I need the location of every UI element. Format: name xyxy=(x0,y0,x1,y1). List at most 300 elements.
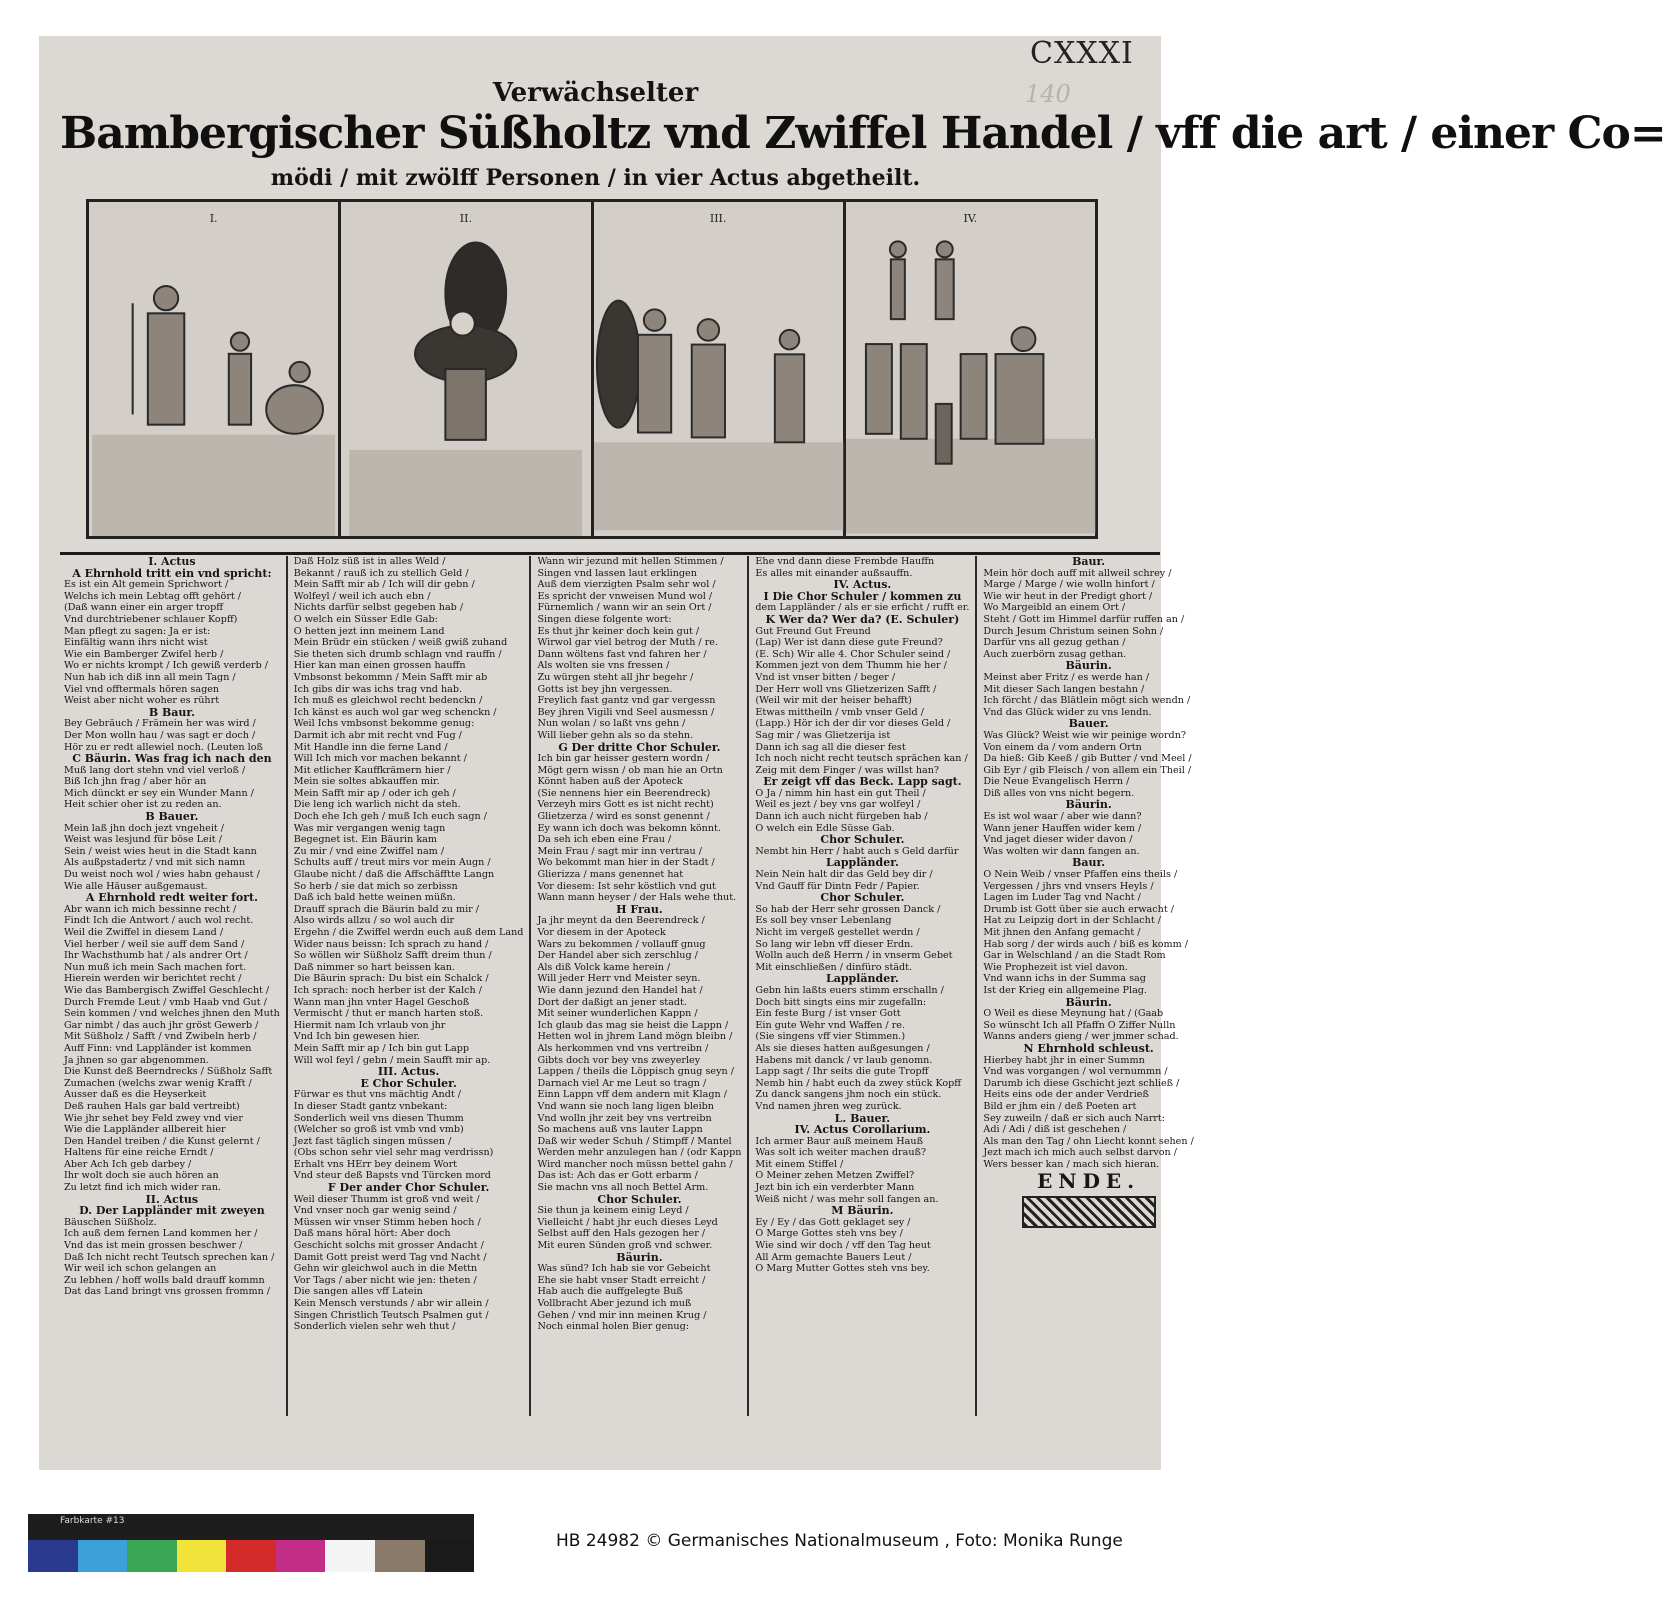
verse-line: L. Bauer. xyxy=(834,1111,891,1125)
verse-line: Singen Christlich Teutsch Psalmen gut / xyxy=(293,1309,489,1321)
verse-line: Als sie dieses hatten außgesungen / xyxy=(755,1042,930,1054)
verse-line: Etwas mittheiln / vmb vnser Geld / xyxy=(755,706,924,718)
verse-line: Zu würgen steht all jhr begehr / xyxy=(537,671,694,683)
verse-line: O welch ein Süsser Edle Gab: xyxy=(293,613,438,625)
verse-line: O Marg Mutter Gottes steh vns bey. xyxy=(755,1263,930,1275)
verse-line: Dort der daßigt an jener stadt. xyxy=(537,996,687,1008)
verse-line: Gehen / vnd mir inn meinen Krug / xyxy=(537,1309,707,1321)
verse-line: Gib Eyr / gib Fleisch / von allem ein Theil / xyxy=(983,764,1192,776)
verse-line: Lappländer. xyxy=(825,856,899,870)
verse-line: Mein Safft mir ap / Ich bin gut Lapp xyxy=(293,1042,470,1054)
verse-line: Sein kommen / vnd welches jhnen den Muth xyxy=(64,1008,280,1020)
text-column-3 xyxy=(531,556,749,1416)
verse-line: Vnd jaget dieser wider davon / xyxy=(983,834,1133,846)
verse-line: Nemb hin / habt euch da zwey stück Kopff xyxy=(755,1077,962,1089)
lapp-figure-illustration xyxy=(341,202,590,536)
verse-line: Vielleicht / habt jhr euch dieses Leyd xyxy=(537,1216,718,1228)
verse-line: Wie die Lappländer allbereit hier xyxy=(64,1124,226,1136)
verse-line: Damit Gott preist werd Tag vnd Nacht / xyxy=(293,1251,487,1263)
verse-line: Vnd wann ichs in der Summa sag xyxy=(983,973,1146,985)
verse-line: Habens mit danck / vr laub genomn. xyxy=(755,1054,933,1066)
verse-line: Ey wann ich doch was bekomn könnt. xyxy=(537,822,721,834)
verse-line: In dieser Stadt gantz vnbekant: xyxy=(293,1100,448,1112)
verse-line: Der Mon wolln hau / was sagt er doch / xyxy=(64,729,256,741)
verse-line: Sie machn vns all noch Bettel Arm. xyxy=(537,1182,709,1194)
verse-line: Hat zu Leipzig dort in der Schlacht / xyxy=(983,915,1161,927)
verse-line: Daß ich bald hette weinen müßn. xyxy=(293,892,456,904)
verse-line: Da hieß: Gib Keeß / gib Butter / vnd Meel / xyxy=(983,753,1192,765)
title-line-3: mödi / mit zwölff Personen / in vier Actus abgetheilt. xyxy=(270,165,921,191)
verse-line: Biß Ich jhn frag / aber hör an xyxy=(64,776,207,788)
verse-line: Mich dünckt er sey ein Wunder Mann / xyxy=(64,787,254,799)
verse-line: Zu letzt find ich mich wider ran. xyxy=(64,1182,221,1194)
verse-line: Kein Mensch verstunds / abr wir allein / xyxy=(293,1298,489,1309)
verse-line: Er zeigt vff das Beck. Lapp sagt. xyxy=(763,775,962,789)
verse-line: Die Neue Evangelisch Herrn / xyxy=(983,776,1130,788)
verse-line: Drauff sprach die Bäurin bald zu mir / xyxy=(293,903,480,915)
plate-number: II. xyxy=(459,212,472,225)
verse-line: Es ist ein Alt gemein Sprichwort / xyxy=(64,579,229,591)
verse-line: Durch Jesum Christum seinen Sohn / xyxy=(983,625,1164,637)
verse-line: Hiermit nam Ich vrlaub von jhr xyxy=(293,1019,446,1031)
verse-line: (Sie nennens hier ein Beerendreck) xyxy=(537,787,711,799)
verse-line: Es alles mit einander außsauffn. xyxy=(755,567,913,579)
verse-line: Viel vnd offtermals hören sagen xyxy=(64,683,220,695)
verse-line: Dat das Land bringt vns grossen frommn / xyxy=(64,1286,271,1298)
verse-line: Nun wolan / so laßt vns gehn / xyxy=(537,718,686,730)
verse-line: Singen diese folgente wort: xyxy=(537,613,672,625)
verse-line: Als außpstadertz / vnd mit sich namn xyxy=(64,857,246,869)
chorister-illustration xyxy=(594,202,843,536)
verse-line: Hierein werden wir berichtet recht / xyxy=(64,973,242,985)
verse-line: Wider naus beissn: Ich sprach zu hand / xyxy=(293,938,489,950)
verse-line: Wo Margeibld an einem Ort / xyxy=(983,602,1126,614)
verse-line: Gar nimbt / das auch jhr gröst Gewerb / xyxy=(64,1019,259,1031)
verse-line: O welch ein Edle Süsse Gab. xyxy=(755,822,895,834)
verse-line: Lapp sagt / Ihr seits die gute Tropff xyxy=(755,1066,929,1078)
verse-line: Lappen / theils die Löppisch gnug seyn / xyxy=(537,1066,734,1078)
verse-line: Vor diesem in der Apoteck xyxy=(537,927,666,938)
verse-line: Glaube nicht / daß die Affschäfftte Langn xyxy=(293,869,495,881)
verse-line: Vnd durchtriebener schlauer Kopff) xyxy=(64,613,238,625)
color-patch xyxy=(177,1540,227,1572)
verse-line: Daß mans höral hört: Aber doch xyxy=(293,1228,451,1240)
verse-line: Singen vnd lassen laut erklingen xyxy=(537,567,697,579)
verse-line: Mein Frau / sagt mir inn vertrau / xyxy=(537,845,702,857)
verse-line: Es ist wol waar / aber wie dann? xyxy=(983,811,1142,823)
verse-line: Weil es jezt / bey vns gar wolfeyl / xyxy=(755,799,921,811)
verse-line: Als diß Volck kame herein / xyxy=(537,961,671,973)
verse-line: Vnd Ich bin gewesen hier. xyxy=(293,1031,420,1043)
verse-line: Heit schier oher ist zu reden an. xyxy=(64,799,222,811)
verse-line: Vnd das Glück wider zu vns lendn. xyxy=(983,706,1152,718)
verse-line: Du weist noch wol / wies habn gehaust / xyxy=(64,869,260,881)
verse-line: (Welcher so groß ist vmb vnd vmb) xyxy=(293,1124,464,1136)
verse-line: Wann man jhn vnter Hagel Geschoß xyxy=(293,996,470,1008)
verse-line: II. Actus xyxy=(145,1192,199,1206)
verse-line: Wo er nichts krompt / Ich gewiß verderb / xyxy=(64,660,269,672)
verse-line: I. Actus xyxy=(148,555,196,568)
verse-line: Ich armer Baur auß meinem Hauß xyxy=(755,1135,923,1147)
verse-line: Sonderlich weil vns diesen Thumm xyxy=(293,1112,464,1124)
verse-line: Ich känst es auch wol gar weg schenckn / xyxy=(293,706,497,718)
verse-line: Gehn wir gleichwol auch in die Mettn xyxy=(293,1263,478,1275)
verse-line: Was sünd? Ich hab sie vor Gebeicht xyxy=(537,1263,711,1275)
verse-line: Sonderlich vielen sehr weh thut / xyxy=(293,1321,456,1333)
verse-line: Ich glaub das mag sie heist die Lappn / xyxy=(537,1019,729,1031)
verse-line: Mein hör doch auff mit allweil schrey / xyxy=(983,567,1172,579)
verse-line: Wird mancher noch müssn bettel gahn / xyxy=(537,1158,733,1170)
verse-line: Darmit ich abr mit recht vnd Fug / xyxy=(293,729,462,741)
verse-line: Wann mann heyser / der Hals wehe thut. xyxy=(537,892,737,904)
text-columns xyxy=(58,555,1194,1416)
plate-number: I. xyxy=(209,212,218,225)
verse-line: Was solt ich weiter machen drauß? xyxy=(755,1147,927,1159)
verse-line: Drumb ist Gott über sie auch erwacht / xyxy=(983,903,1174,915)
verse-line: Gebn hin laßts euers stimm erschalln / xyxy=(755,984,944,996)
color-bar-label: Farbkarte #13 xyxy=(60,1516,125,1526)
verse-line: Sie thun ja keinem einig Leyd / xyxy=(537,1205,689,1217)
verse-line: Zumachen (welchs zwar wenig Krafft / xyxy=(64,1077,252,1089)
verse-line: Ein gute Wehr vnd Waffen / re. xyxy=(755,1019,906,1031)
verse-line: Vnd das ist mein grossen beschwer / xyxy=(64,1240,243,1252)
verse-line: Auch zuerbörn zusag gethan. xyxy=(983,648,1127,660)
text-column-4 xyxy=(749,556,977,1416)
verse-line: Mein laß jhn doch jezt vngeheit / xyxy=(64,822,225,834)
verse-line: Einfältig wann ihrs nicht wist xyxy=(64,637,208,649)
verse-line: (Weil wir mit der heiser behafft) xyxy=(755,695,912,707)
verse-line: Hör zu er redt allewiel noch. (Leuten loß xyxy=(64,741,263,753)
title-line-2: Bambergischer Süßholtz vnd Zwiffel Handel / vff die art / einer Co= xyxy=(60,108,1666,159)
verse-line: Die leng ich warlich nicht da steh. xyxy=(293,799,461,811)
verse-line: Was mir vergangen wenig tagn xyxy=(293,822,446,834)
verse-line: (E. Sch) Wir alle 4. Chor Schuler seind / xyxy=(755,648,951,660)
verse-line: Bekannt / rauß ich zu stellich Geld / xyxy=(293,567,469,579)
verse-line: Dann wöltens fast vnd fahren her / xyxy=(537,648,707,660)
verse-line: Sein / weist wies heut in die Stadt kann xyxy=(64,845,257,857)
verse-line: Vermischt / thut er manch harten stoß. xyxy=(293,1008,484,1020)
plate-4 xyxy=(846,202,1095,536)
verse-line: Man pflegt zu sagen: Ja er ist: xyxy=(64,625,211,637)
verse-line: Könnt haben auß der Apoteck xyxy=(537,776,683,788)
verse-line: Ehe sie habt vnser Stadt erreicht / xyxy=(537,1274,706,1286)
verse-line: Haltens für eine reiche Erndt / xyxy=(64,1147,214,1159)
verse-line: IV. Actus Corollarium. xyxy=(794,1123,931,1137)
verse-line: Vnd vnser noch gar wenig seind / xyxy=(293,1205,457,1217)
verse-line: All Arm gemachte Bauers Leut / xyxy=(755,1251,912,1263)
verse-line: Mein Safft mir ap / oder ich geh / xyxy=(293,787,456,799)
verse-line: So herb / sie dat mich so zerbissn xyxy=(293,880,458,892)
verse-line: Jezt fast täglich singen müssen / xyxy=(293,1135,452,1147)
verse-line: Zu lebhen / hoff wolls bald drauff kommn xyxy=(64,1274,265,1286)
verse-line: Freylich fast gantz vnd gar vergessn xyxy=(537,695,716,707)
header-rule xyxy=(60,552,1160,555)
verse-line: Darfür vns all gezug gethan / xyxy=(983,637,1126,649)
verse-line: Wers besser kan / mach sich hieran. xyxy=(983,1158,1160,1170)
verse-line: Chor Schuler. xyxy=(820,891,905,905)
verse-line: Heits eins ode der ander Verdrieß xyxy=(983,1089,1149,1101)
verse-line: Mit jhnen den Anfang gemacht / xyxy=(983,927,1141,938)
verse-line: Ich muß es gleichwol recht bedenckn / xyxy=(293,695,483,707)
woodcut-plates xyxy=(86,199,1098,539)
verse-line: Will jeder Herr vnd Meister seyn. xyxy=(537,973,701,985)
color-patch xyxy=(425,1540,475,1572)
verse-line: Daß nimmer so hart beissen kan. xyxy=(293,961,455,973)
verse-line: Schults auff / treut mirs vor mein Augn / xyxy=(293,857,491,869)
verse-line: Wie dann jezund den Handel hat / xyxy=(537,984,703,996)
verse-line: Ausser daß es die Heyserkeit xyxy=(64,1089,207,1101)
verse-line: Weil Ichs vmbsonst bekomme genug: xyxy=(293,718,475,730)
verse-line: Bey Gebräuch / Främein her was wird / xyxy=(64,718,256,730)
verse-line: Die Kunst deß Beerndrecks / Süßholz Safft xyxy=(64,1066,273,1078)
verse-line: Mit euren Sünden groß vnd schwer. xyxy=(537,1240,713,1252)
verse-line: Mit seiner wunderlichen Kappn / xyxy=(537,1008,698,1020)
verse-line: Der Herr woll vns Glietzerizen Safft / xyxy=(755,683,937,695)
verse-line: K Wer da? Wer da? (E. Schuler) xyxy=(765,612,960,626)
verse-line: Gut Freund Gut Freund xyxy=(755,625,871,637)
verse-line: Das ist: Ach das er Gott erbarm / xyxy=(537,1170,698,1182)
verse-line: Glietzerza / wird es sonst genennt / xyxy=(537,811,710,823)
verse-line: IV. Actus. xyxy=(833,578,892,592)
verse-line: Wo bekommt man hier in der Stadt / xyxy=(537,857,715,869)
verse-line: (Lap) Wer ist dann diese gute Freund? xyxy=(755,637,943,649)
color-patch xyxy=(375,1540,425,1572)
verse-line: Nun muß ich mein Sach machen fort. xyxy=(64,961,247,973)
verse-line: Ich auß dem fernen Land kommen her / xyxy=(64,1228,258,1240)
verse-line: Müssen wir vnser Stimm heben hoch / xyxy=(293,1216,481,1228)
color-patch xyxy=(28,1540,78,1572)
verse-line: I Die Chor Schuler / kommen zu xyxy=(763,589,962,603)
verse-line: Da seh ich eben eine Frau / xyxy=(537,834,672,846)
verse-line: So hab der Herr sehr grossen Danck / xyxy=(755,903,941,915)
text-column-1 xyxy=(58,556,288,1416)
verse-line: Bäurin. xyxy=(1065,995,1112,1009)
text-column-2 xyxy=(288,556,532,1416)
verse-line: Als herkommen vnd vns vertreibn / xyxy=(537,1042,709,1054)
verse-line: Hab sorg / der wirds auch / biß es komm / xyxy=(983,938,1189,950)
verse-line: Dann ich sag all die dieser fest xyxy=(755,741,906,753)
verse-line: Auff Finn: vnd Lappländer ist kommen xyxy=(64,1042,252,1054)
verse-line: Chor Schuler. xyxy=(820,833,905,847)
verse-line: Weist was lesjund für böse Leit / xyxy=(64,834,222,846)
verse-line: Doch ehe Ich geh / muß Ich euch sagn / xyxy=(293,811,487,823)
verse-line: ENDE. xyxy=(1037,1169,1141,1194)
verse-line: Wolfeyl / weil ich auch ebn / xyxy=(293,590,431,602)
verse-line: Vor Tags / aber nicht wie jen: theten / xyxy=(293,1274,477,1286)
verse-line: Verzeyh mirs Gott es ist nicht recht) xyxy=(537,799,714,811)
verse-line: Als man den Tag / ohn Liecht konnt sehen / xyxy=(983,1135,1194,1147)
verse-line: Vnd was vorgangen / wol vernummn / xyxy=(983,1066,1168,1078)
verse-line: Doch bitt singts eins mir zugefalln: xyxy=(755,996,927,1008)
verse-line: Baur. xyxy=(1072,856,1106,870)
verse-line: Mit Süßholz / Safft / vnd Zwibeln herb / xyxy=(64,1031,257,1043)
verse-line: Mit Handle inn die ferne Land / xyxy=(293,741,448,753)
verse-line: A Ehrnhold tritt ein vnd spricht: xyxy=(72,566,272,580)
color-patch xyxy=(127,1540,177,1572)
verse-line: Darnach viel Ar me Leut so tragn / xyxy=(537,1077,707,1089)
verse-line: Will wol feyl / gebn / mein Saufft mir ap. xyxy=(293,1054,491,1066)
verse-line: Aber Ach Ich geb darbey / xyxy=(64,1158,192,1170)
verse-line: Vnd Gauff für Dintn Fedr / Papier. xyxy=(755,880,920,892)
verse-line: Wie sind wir doch / vff den Tag heut xyxy=(755,1240,931,1252)
verse-line: Weil die Zwiffel in diesem Land / xyxy=(64,927,224,938)
verse-line: Wirwol gar viel betrog der Muth / re. xyxy=(537,637,719,649)
verse-line: Vnd namen jhren weg zurück. xyxy=(755,1100,902,1112)
text-column-5 xyxy=(977,556,1199,1416)
verse-line: C Bäurin. Was frag ich nach den xyxy=(72,752,272,766)
figures-illustration xyxy=(89,202,338,536)
verse-line: Mit einem Stiffel / xyxy=(755,1158,844,1170)
plate-number: IV. xyxy=(963,212,978,225)
title-line-1: Verwächselter xyxy=(492,78,699,108)
verse-line: Nein Nein halt dir das Geld bey dir / xyxy=(755,869,933,881)
verse-line: Wie wir heut in der Predigt ghort / xyxy=(983,590,1153,602)
verse-line: Der Handel aber sich zerschlug / xyxy=(537,950,698,962)
verse-line: Kommen jezt von dem Thumm hie her / xyxy=(755,660,947,672)
verse-line: Wann jener Hauffen wider kem / xyxy=(983,822,1142,834)
verse-line: Ich noch nicht recht teutsch sprächen kan / xyxy=(755,753,968,765)
verse-line: Was Glück? Weist wie wir peinige wordn? xyxy=(983,729,1187,741)
verse-line: Jezt mach ich mich auch selbst darvon / xyxy=(983,1147,1177,1159)
verse-line: Wie jhr sehet bey Feld zwey vnd vier xyxy=(64,1112,243,1124)
verse-line: Bauer. xyxy=(1068,717,1109,731)
verse-line: O Weil es diese Meynung hat / (Gaab xyxy=(983,1008,1164,1020)
verse-line: Will Ich mich vor machen bekannt / xyxy=(293,753,467,765)
verse-line: Nun hab ich diß inn all mein Tagn / xyxy=(64,671,236,683)
verse-line: Wie Prophezeit ist viel davon. xyxy=(983,961,1128,973)
shelfmark: CXXXI xyxy=(1030,36,1134,71)
verse-line: Vnd wolln jhr zeit bey vns vertreibn xyxy=(537,1112,712,1124)
verse-line: Begegnet ist. Ein Bäurin kam xyxy=(293,834,437,846)
verse-line: Es spricht der vnweisen Mund wol / xyxy=(537,590,713,602)
verse-line: Mit einschließen / dinfüro städt. xyxy=(755,961,913,973)
verse-line: Bäurin. xyxy=(1065,659,1112,673)
verse-line: Daß Holz süß ist in alles Weld / xyxy=(293,556,446,567)
group-scene-illustration xyxy=(846,202,1095,536)
verse-line: Steht / Gott im Himmel darfür ruffen an / xyxy=(983,613,1185,625)
verse-line: Lagen im Luder Tag vnd Nacht / xyxy=(983,892,1141,904)
verse-line: Marge / Marge / wie wolln hinfort / xyxy=(983,579,1155,591)
verse-line: Abr wann ich mich bessinne recht / xyxy=(64,903,237,915)
verse-line: Bey jhren Vigili vnd Seel ausmessn / xyxy=(537,706,715,718)
verse-line: Findt Ich die Antwort / auch wol recht. xyxy=(64,915,254,927)
verse-line: O Meiner zehen Metzen Zwiffel? xyxy=(755,1170,915,1182)
verse-line: Noch einmal holen Bier genug: xyxy=(537,1321,689,1333)
verse-line: Sag mir / was Glietzerija ist xyxy=(755,729,891,741)
verse-line: Darumb ich diese Gschicht jezt schließ / xyxy=(983,1077,1180,1089)
photo-credit: HB 24982 © Germanisches Nationalmuseum , Foto: Monika Runge xyxy=(556,1531,1123,1551)
verse-line: Hier kan man einen grossen hauffn xyxy=(293,660,466,672)
verse-line: Ja jhnen so gar abgenommen. xyxy=(64,1054,209,1066)
verse-line: Gar in Welschland / an die Stadt Rom xyxy=(983,950,1166,962)
verse-line: Glierizza / mans genennet hat xyxy=(537,869,684,881)
verse-line: Hetten wol in jhrem Land mögn bleibn / xyxy=(537,1031,733,1043)
color-patch xyxy=(78,1540,128,1572)
verse-line: O hetten jezt inn meinem Land xyxy=(293,625,445,637)
verse-line: (Daß wann einer ein arger tropff xyxy=(64,602,224,614)
verse-line: Chor Schuler. xyxy=(597,1192,682,1206)
verse-line: Viel herber / weil sie auff dem Sand / xyxy=(64,938,245,950)
verse-line: Lappländer. xyxy=(825,972,899,986)
verse-line: Adi / Adi / diß ist geschehen / xyxy=(983,1124,1127,1136)
verse-line: Gotts ist bey jhn vergessen. xyxy=(537,683,673,695)
verse-line: Auß dem vierzigten Psalm sehr wol / xyxy=(537,579,716,591)
verse-line: B Bauer. xyxy=(145,810,199,824)
verse-line: Muß lang dort stehn vnd viel verloß / xyxy=(64,764,246,776)
plate-number: III. xyxy=(709,212,727,225)
verse-line: Ich bin gar heisser gestern wordn / xyxy=(537,753,710,765)
verse-line: Ich gibs dir was ichs trag vnd hab. xyxy=(293,683,463,695)
verse-line: Ehe vnd dann diese Frembde Hauffn xyxy=(755,556,935,567)
verse-line: Es thut jhr keiner doch kein gut / xyxy=(537,625,700,637)
verse-line: Vmbsonst bekommn / Mein Safft mir ab xyxy=(293,671,488,683)
verse-line: So wünscht Ich all Pfaffn O Ziffer Nulln xyxy=(983,1019,1176,1031)
verse-line: Sie theten sich drumb schlagn vnd rauffn / xyxy=(293,648,502,660)
verse-line: Mein Brüdr ein stücken / weiß gwiß zuhand xyxy=(293,637,508,649)
verse-line: Wir weil ich schon gelangen an xyxy=(64,1263,217,1275)
verse-line: Will lieber gehn als so da stehn. xyxy=(537,729,694,741)
verse-line: Hierbey habt jhr in einer Summn xyxy=(983,1054,1145,1066)
verse-line: Es soll bey vnser Lebenlang xyxy=(755,915,892,927)
verse-line: Vor diesem: Ist sehr köstlich vnd gut xyxy=(537,880,716,892)
ornament-bar xyxy=(1022,1196,1156,1228)
color-patch xyxy=(226,1540,276,1572)
verse-line: Wars zu bekommen / vollauff gnug xyxy=(537,938,706,950)
verse-line: Wie das Bambergisch Zwiffel Geschlecht / xyxy=(64,984,270,996)
verse-line: O Ja / nimm hin hast ein gut Theil / xyxy=(755,787,926,799)
verse-line: III. Actus. xyxy=(377,1065,440,1079)
verse-line: Geschicht solchs mit grosser Andacht / xyxy=(293,1240,484,1252)
verse-line: O Marge Gottes steh vns bey / xyxy=(755,1228,903,1240)
verse-line: Zu danck sangens jhm noch ein stück. xyxy=(755,1089,942,1101)
verse-line: (Obs schon sehr viel sehr mag verdrissn) xyxy=(293,1147,494,1159)
verse-line: Deß rauhen Hals gar bald vertreibt) xyxy=(64,1100,240,1112)
verse-line: Vnd wann sie noch lang ligen bleibn xyxy=(537,1100,714,1112)
verse-line: Durch Fremde Leut / vmb Haab vnd Gut / xyxy=(64,996,267,1008)
verse-line: H Frau. xyxy=(616,902,663,916)
verse-line: Ich förcht / das Blätlein mögt sich wendn / xyxy=(983,695,1191,707)
verse-line: So machens auß vns lauter Lappn xyxy=(537,1124,703,1136)
verse-line: D. Der Lappländer mit zweyen xyxy=(79,1204,265,1218)
verse-line: Daß Ich nicht recht Teutsch sprechen kan / xyxy=(64,1251,275,1263)
verse-line: dem Lappländer / als er sie erficht / rufft er. xyxy=(755,602,970,614)
verse-line: Jezt bin ich ein verderbter Mann xyxy=(755,1182,915,1194)
verse-line: Wanns anders gieng / wer jmmer schad. xyxy=(983,1031,1179,1043)
verse-line: Daß wir weder Schuh / Stimpff / Mantel xyxy=(537,1135,732,1147)
verse-line: Vollbracht Aber jezund ich muß xyxy=(537,1298,692,1309)
verse-line: Nicht im vergeß gestellet werdn / xyxy=(755,927,920,938)
verse-line: Ich sprach: noch herber ist der Kalch / xyxy=(293,984,482,996)
verse-line: Nichts darfür selbst gegeben hab / xyxy=(293,602,464,614)
verse-line: Weist aber nicht woher es rührt xyxy=(64,695,220,707)
verse-line: Die Bäurin sprach: Du bist ein Schalck / xyxy=(293,973,489,985)
verse-line: Die sangen alles vff Latein xyxy=(293,1286,423,1298)
color-patch xyxy=(325,1540,375,1572)
verse-line: Diß alles von vns nicht begern. xyxy=(983,787,1135,799)
verse-line: E Chor Schuler. xyxy=(360,1076,457,1090)
verse-line: Zu mir / vnd eine Zwiffel nam / xyxy=(293,845,445,857)
verse-line: Bild er jhm ein / deß Poeten art xyxy=(983,1100,1137,1112)
verse-line: Also wirds allzu / so wol auch dir xyxy=(293,915,455,927)
plate-3 xyxy=(594,202,846,536)
verse-line: Wie ein Bamberger Zwifel herb / xyxy=(64,648,224,660)
verse-line: Sey zuweiln / daß er sich auch Narrt: xyxy=(983,1112,1165,1124)
verse-line: Ja jhr meynt da den Beerendreck / xyxy=(537,915,705,927)
verse-line: Mein Safft mir ab / Ich will dir gebn / xyxy=(293,579,475,591)
verse-line: Vnd ist vnser bitten / beger / xyxy=(755,671,896,683)
verse-line: Den Handel treiben / die Kunst gelernt / xyxy=(64,1135,260,1147)
verse-line: Vnd steur deß Bapsts vnd Türcken mord xyxy=(293,1170,491,1182)
